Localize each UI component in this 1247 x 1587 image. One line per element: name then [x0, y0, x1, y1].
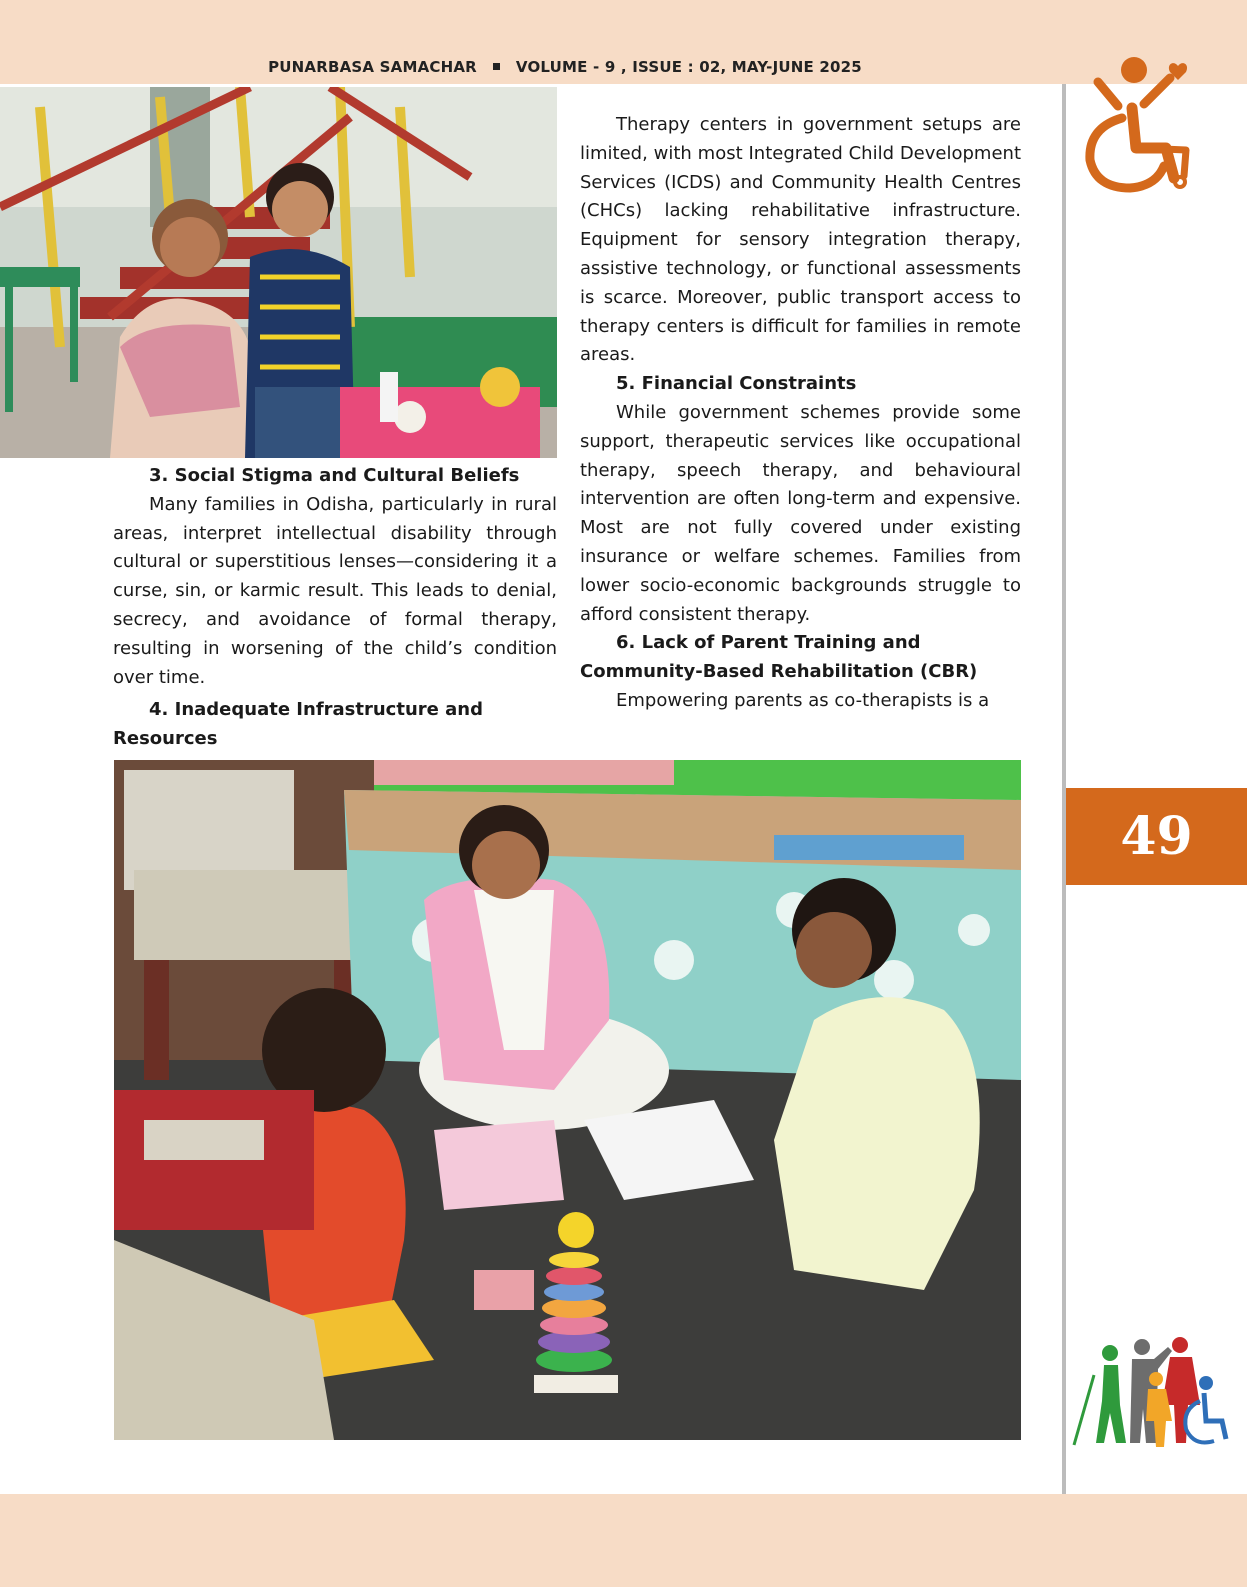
- section-5-heading: 5. Financial Constraints: [616, 373, 857, 395]
- section-6-heading: 6. Lack of Parent Training and Community-Based Rehabilitation (CBR): [580, 632, 978, 683]
- running-header: [0, 58, 1130, 76]
- footer-band: [0, 1494, 1247, 1587]
- wheelchair-user-icon: [1078, 48, 1200, 196]
- section-3-body: Many families in Odisha, particularly in rural areas, interpret intellectual disability through cultural or superstitious lenses—considering it a curse, sin, or karmic result. This leads to denial, secrecy, and avoidance of formal therapy, resulting in worsening of the child’s condition over time.: [113, 493, 557, 688]
- header-separator: [493, 63, 500, 70]
- publication-name: PUNARBASA SAMACHAR: [268, 58, 477, 76]
- section-4-heading: 4. Inadequate Infrastructure and Resources: [113, 699, 483, 750]
- top-photo: [0, 87, 557, 458]
- page-number-box: [1066, 788, 1247, 885]
- section-6-body: Empowering parents as co-therapists is a: [616, 689, 990, 711]
- bottom-photo: [114, 760, 1021, 1440]
- section-3-heading: 3. Social Stigma and Cultural Beliefs: [149, 465, 520, 486]
- diverse-disabilities-group-icon: [1070, 1335, 1230, 1455]
- page-number: 49: [1120, 806, 1193, 867]
- right-text-column: [580, 111, 1021, 716]
- issue-info: VOLUME - 9 , ISSUE : 02, MAY-JUNE 2025: [515, 58, 862, 76]
- section-5-body: While government schemes provide some support, therapeutic services like occupational therapy, speech therapy, and behavioural intervention are often long-term and expensive. Most are not fully covered under existing insurance or welfare schemes. Families from lower socio-economic backgrounds struggle to afford consistent therapy.: [580, 401, 1021, 625]
- section-4-body: Therapy centers in government setups are limited, with most Integrated Child Development Services (ICDS) and Community Health Centres (CHCs) lacking rehabilitative infrastructure. Equipment for sensory integration therapy, assistive technology, or functional assessments is scarce. Moreover, public transport access to therapy centers is difficult for families in remote areas.: [580, 114, 1021, 366]
- left-text-column: [113, 462, 557, 754]
